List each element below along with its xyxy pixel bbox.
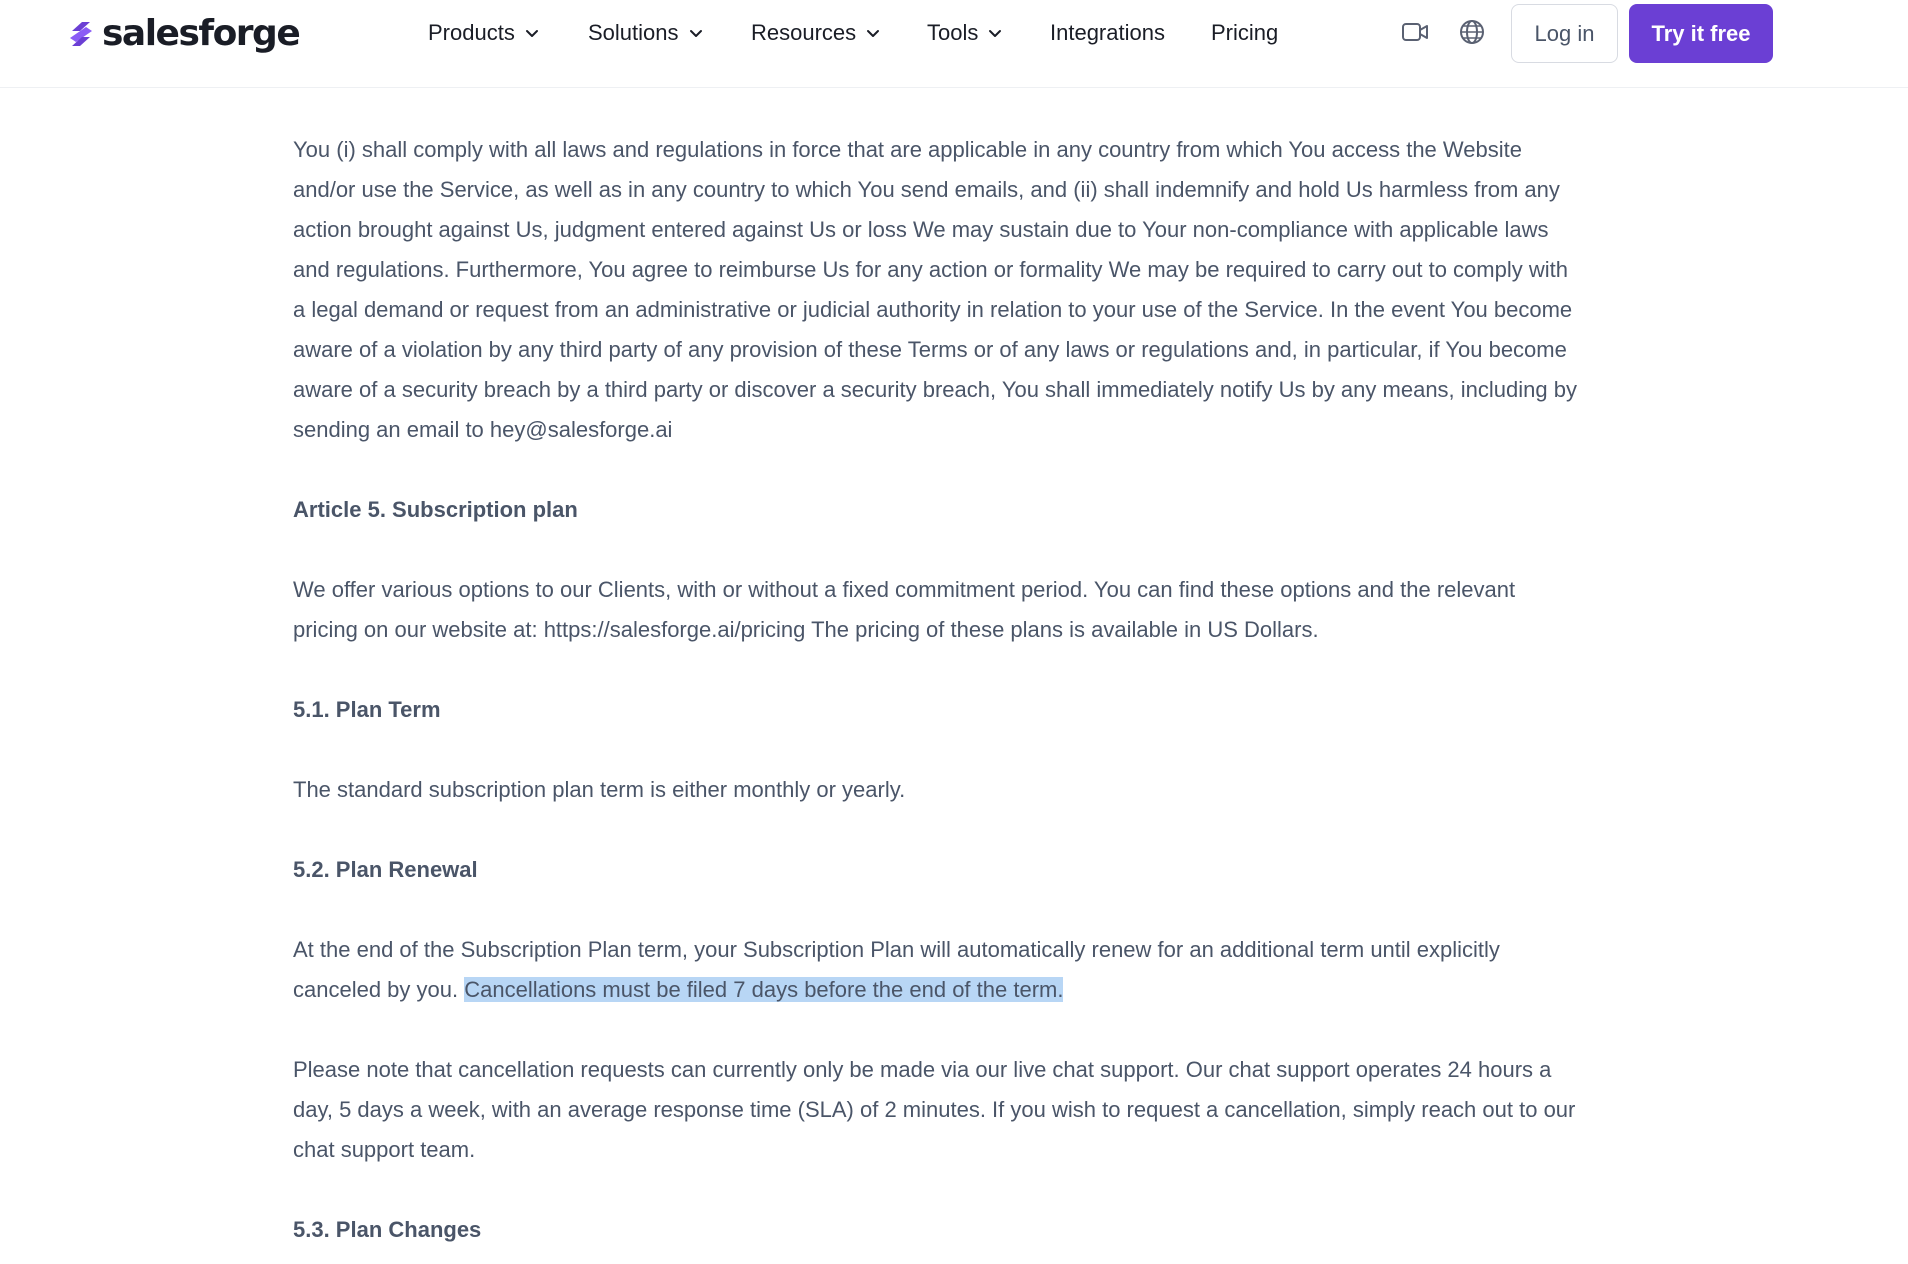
salesforge-logo-icon bbox=[66, 19, 96, 49]
nav-integrations[interactable] bbox=[1050, 12, 1165, 54]
nav-tools-label: Tools bbox=[927, 20, 979, 45]
chevron-down-icon bbox=[988, 29, 1002, 38]
section-5-3-heading: 5.3. Plan Changes bbox=[293, 1217, 482, 1242]
section-5-1-heading: 5.1. Plan Term bbox=[293, 697, 441, 722]
renewal-text: At the end of the Subscription Plan term, your Subscription Plan will automatically renew for an additional term until explicitly canceled by you. bbox=[293, 937, 1500, 1002]
cancellation-paragraph: Please note that cancellation requests can currently only be made via our live chat support. Our chat support operates 24 hours a day, 5 days a week, with an average response time (SLA) of 2 minutes. If you wish to request a cancellation, simply reach out to our chat support team. bbox=[293, 1057, 1576, 1162]
section-5-2-heading: 5.2. Plan Renewal bbox=[293, 857, 478, 882]
language-button[interactable] bbox=[1456, 16, 1488, 48]
highlighted-selection: Cancellations must be filed 7 days before the end of the term. bbox=[464, 977, 1064, 1002]
globe-icon bbox=[1459, 19, 1485, 45]
logo-text: salesforge bbox=[102, 13, 300, 54]
chevron-down-icon bbox=[689, 29, 703, 38]
section-5-1-paragraph: The standard subscription plan term is either monthly or yearly. bbox=[293, 777, 906, 802]
chevron-down-icon bbox=[866, 29, 880, 38]
nav-pricing-label: Pricing bbox=[1211, 20, 1279, 45]
nav-pricing[interactable] bbox=[1211, 12, 1278, 54]
nav-resources-label: Resources bbox=[751, 20, 857, 45]
nav-products[interactable] bbox=[428, 12, 539, 54]
try-it-free-button[interactable]: Try it free bbox=[1629, 4, 1773, 63]
terms-content bbox=[293, 130, 1583, 1250]
nav-resources[interactable] bbox=[751, 12, 880, 54]
salesforge-logo[interactable] bbox=[66, 14, 299, 54]
nav-tools[interactable] bbox=[927, 12, 1002, 54]
intro-paragraph: You (i) shall comply with all laws and regulations in force that are applicable in any country from which You access the Website and/or use the Service, as well as in any country to which You send emails, and (ii) shall indemnify and hold Us harmless from any action brought against Us, judgment entered against Us or loss We may sustain due to Your non-compliance with applicable laws and regulations. Furthermore, You agree to reimburse Us for any action or formality We may be required to carry out to comply with a legal demand or request from an administrative or judicial authority in relation to your use of the Service. In the event You become aware of a violation by any third party of any provision of these Terms or of any laws or regulations and, in particular, if You become aware of a security breach by a third party or discover a security breach, You shall immediately notify Us by any means, including by sending an email to hey@salesforge.ai bbox=[293, 137, 1577, 442]
article5-paragraph: We offer various options to our Clients, with or without a fixed commitment period. You can find these options and the relevant pricing on our website at: https://salesforge.ai/pricing The pricing of these plans is available in US Dollars. bbox=[293, 577, 1516, 642]
chevron-down-icon bbox=[525, 29, 539, 38]
video-icon bbox=[1401, 21, 1429, 43]
nav-integrations-label: Integrations bbox=[1050, 20, 1165, 45]
article5-heading: Article 5. Subscription plan bbox=[293, 497, 578, 522]
section-5-2-paragraph bbox=[293, 930, 1583, 1010]
nav-products-label: Products bbox=[428, 20, 515, 45]
login-button[interactable]: Log in bbox=[1511, 4, 1618, 63]
site-header bbox=[0, 0, 1908, 88]
video-button[interactable] bbox=[1399, 16, 1431, 48]
nav-solutions[interactable] bbox=[588, 12, 703, 54]
nav-solutions-label: Solutions bbox=[588, 20, 679, 45]
